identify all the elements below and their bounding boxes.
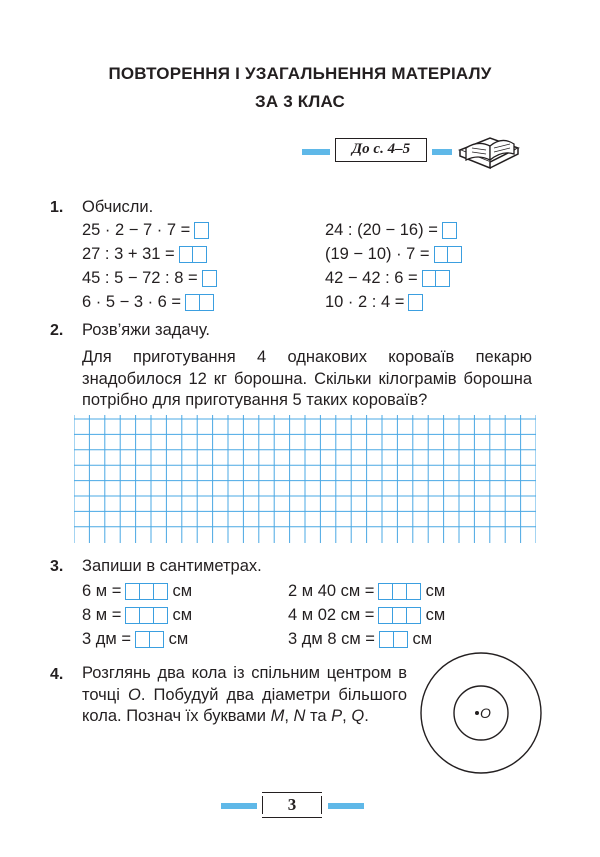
expression-row	[325, 291, 423, 313]
concentric-circles[interactable]	[419, 651, 543, 775]
unit-label: см	[172, 606, 193, 624]
task-2-number: 2.	[50, 322, 64, 339]
answer-grid[interactable]	[74, 415, 536, 543]
expression-text: 10 · 2 : 4 =	[325, 293, 405, 311]
answer-cell[interactable]	[153, 607, 168, 624]
footer-bar-right	[328, 803, 364, 809]
book-icon	[456, 128, 522, 170]
answer-cell[interactable]	[442, 222, 457, 239]
answer-box[interactable]	[442, 222, 457, 239]
expression-text: 27 : 3 + 31 =	[82, 245, 175, 263]
expression-row	[325, 267, 450, 289]
page-number-box	[262, 792, 322, 818]
expression-row	[288, 580, 445, 602]
answer-box[interactable]	[422, 270, 451, 287]
expression-text: 8 м =	[82, 606, 122, 624]
answer-box[interactable]	[379, 631, 408, 648]
expression-row	[82, 580, 192, 602]
expression-text: (19 − 10) · 7 =	[325, 245, 430, 263]
expression-text: 42 − 42 : 6 =	[325, 269, 418, 287]
expression-text: 6 · 5 − 3 · 6 =	[82, 293, 182, 311]
answer-cell[interactable]	[194, 222, 209, 239]
answer-cell[interactable]	[447, 246, 462, 263]
task-3-prompt: Запиши в сантиметрах.	[82, 557, 262, 575]
answer-cell[interactable]	[153, 583, 168, 600]
page-subtitle: ЗА 3 КЛАС	[254, 92, 346, 111]
expression-text: 2 м 40 см =	[288, 582, 375, 600]
answer-cell[interactable]	[199, 294, 214, 311]
answer-cell[interactable]	[406, 607, 421, 624]
answer-box[interactable]	[135, 631, 164, 648]
task-2-text: Для приготування 4 однакових короваїв пекарю знадобилося 12 кг борошна. Скільки кілограмів борошна потрібно для приготування 5 таких короваїв?	[82, 348, 532, 409]
expression-text: 45 : 5 − 72 : 8 =	[82, 269, 198, 287]
task-2-prompt: Розв’яжи задачу.	[82, 321, 211, 339]
answer-box[interactable]	[179, 246, 208, 263]
answer-box[interactable]	[434, 246, 463, 263]
reference-bar-right	[432, 149, 452, 155]
answer-cell[interactable]	[435, 270, 450, 287]
answer-cell[interactable]	[406, 583, 421, 600]
answer-box[interactable]	[378, 583, 420, 600]
answer-cell[interactable]	[149, 631, 164, 648]
expression-text: 3 дм 8 см =	[288, 630, 375, 648]
expression-text: 24 : (20 − 16) =	[325, 221, 438, 239]
answer-cell[interactable]	[408, 294, 423, 311]
answer-box[interactable]	[378, 607, 420, 624]
center-label: O	[480, 705, 491, 721]
unit-label: см	[425, 606, 446, 624]
expression-row	[288, 628, 432, 650]
task-4-text: Розглянь два кола із спільним центром в точці O. Побудуй два діаметри більшого кола. Познач їх буквами M, N та P, Q.	[82, 664, 407, 725]
unit-label: см	[172, 582, 193, 600]
expression-row	[82, 243, 207, 265]
answer-box[interactable]	[125, 607, 167, 624]
expression-text: 3 дм =	[82, 630, 131, 648]
unit-label: см	[168, 630, 189, 648]
expression-row	[82, 604, 192, 626]
expression-row	[325, 219, 457, 241]
expression-row	[82, 267, 217, 289]
center-point	[475, 711, 479, 715]
page-number: 3	[287, 795, 297, 814]
expression-row	[82, 291, 214, 313]
answer-box[interactable]	[185, 294, 214, 311]
answer-box[interactable]	[125, 583, 167, 600]
reference-bar-left	[302, 149, 330, 155]
unit-label: см	[412, 630, 433, 648]
answer-box[interactable]	[408, 294, 423, 311]
answer-box[interactable]	[194, 222, 209, 239]
task-1-prompt: Обчисли.	[82, 198, 154, 216]
expression-text: 25 · 2 − 7 · 7 =	[82, 221, 191, 239]
expression-text: 4 м 02 см =	[288, 606, 375, 624]
task-4-number: 4.	[50, 666, 64, 683]
unit-label: см	[425, 582, 446, 600]
task-1-number: 1.	[50, 199, 64, 216]
expression-row	[82, 219, 209, 241]
expression-row	[325, 243, 462, 265]
answer-cell[interactable]	[202, 270, 217, 287]
reference-label: До с. 4–5	[335, 138, 427, 162]
answer-box[interactable]	[202, 270, 217, 287]
footer-bar-left	[221, 803, 257, 809]
answer-cell[interactable]	[393, 631, 408, 648]
expression-row	[288, 604, 445, 626]
answer-cell[interactable]	[192, 246, 207, 263]
task-3-number: 3.	[50, 558, 64, 575]
expression-row	[82, 628, 188, 650]
expression-text: 6 м =	[82, 582, 122, 600]
page-title: ПОВТОРЕННЯ І УЗАГАЛЬНЕННЯ МАТЕРІАЛУ	[108, 64, 492, 83]
